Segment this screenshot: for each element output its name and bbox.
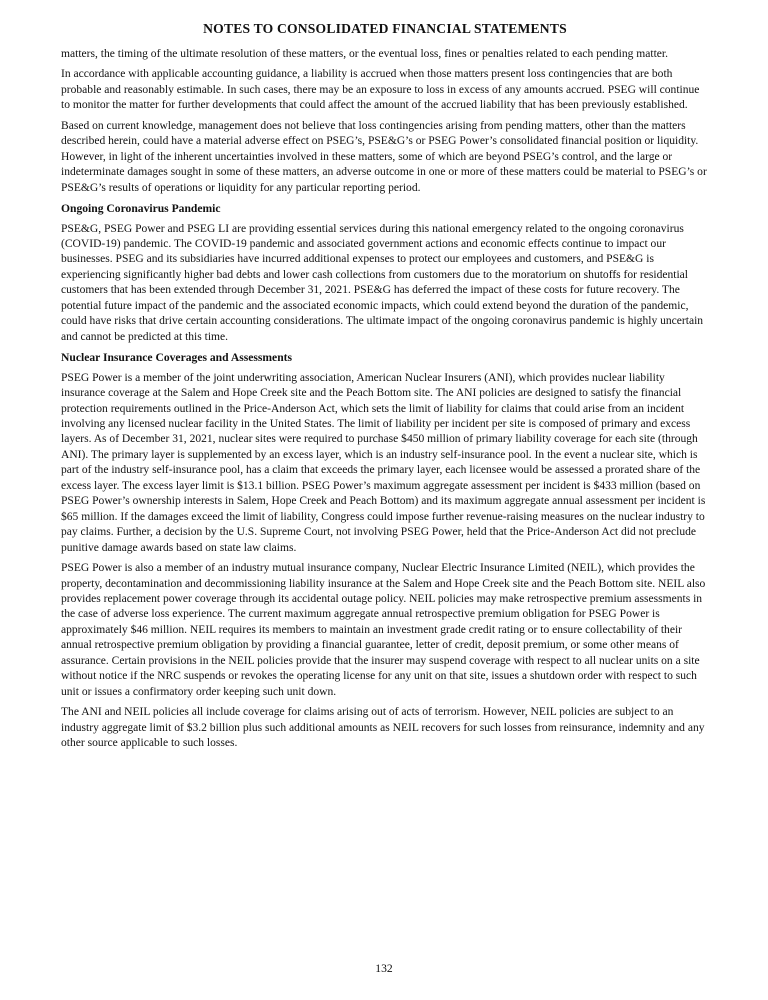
section-heading-coronavirus: Ongoing Coronavirus Pandemic	[61, 202, 221, 216]
paragraph: matters, the timing of the ultimate resolution of these matters, or the eventual loss, fines or penalties related to each pending matter.	[61, 48, 668, 60]
page-title: NOTES TO CONSOLIDATED FINANCIAL STATEMENTS	[203, 21, 567, 36]
section-heading-nuclear-insurance: Nuclear Insurance Coverages and Assessments	[61, 351, 293, 365]
paragraph: Based on current knowledge, management does not believe that loss contingencies arising from pending matters, other than the matters described herein, could have a material adverse effect on PSEG’s, PSE&G’s or PSEG Power’s consolidated financial position or liquidity. However, in light of the inherent uncertainties involved in these matters, some of which are beyond PSEG’s control, and the large or indeterminate damages sought in some of these matters, an adverse outcome in one or more of these matters could be material to PSEG’s or PSE&G’s results of operations or liquidity for any particular reporting period.	[61, 119, 707, 194]
paragraph: PSEG Power is a member of the joint underwriting association, American Nuclear Insurers (ANI), which provides nuclear liability insurance coverage at the Salem and Hope Creek site and the Peach Bottom site. The ANI policies are designed to satisfy the financial protection requirements outlined in the Price-Anderson Act, which sets the limit of liability for claims that could arise from an incident involving any licensed nuclear facility in the United States. The limit of liability per incident per site is composed of primary and excess layers. As of December 31, 2021, nuclear sites were required to purchase $450 million of primary liability coverage for each site (through ANI). The primary layer is supplemented by an excess layer, which is an industry self-insurance pool. In the event a nuclear site, which is part of the industry self-insurance pool, has a claim that exceeds the primary layer, each licensee would be assessed a prorated share of the excess layer. The excess layer limit is $13.1 billion. PSEG Power’s maximum aggregate assessment per incident is $433 million (based on PSEG Power’s ownership interests in Salem, Hope Creek and Peach Bottom) and its maximum aggregate annual assessment per incident is $65 million. If the damages exceed the limit of liability, Congress could impose further revenue-raising measures on the nuclear industry to pay claims. Further, a decision by the U.S. Supreme Court, not involving PSEG Power, held that the Price-Anderson Act did not preclude punitive damage awards based on state law claims.	[61, 371, 706, 554]
paragraph: The ANI and NEIL policies all include coverage for claims arising out of acts of terrorism. However, NEIL policies are subject to an industry aggregate limit of $3.2 billion plus such additional amounts as NEIL recovers for such losses from reinsurance, indemnity and any other source applicable to such losses.	[61, 706, 705, 750]
page-number: 132	[375, 962, 393, 975]
paragraph: PSEG Power is also a member of an industry mutual insurance company, Nuclear Electric Insurance Limited (NEIL), which provides the property, decontamination and decommissioning liability insurance at the Salem and Hope Creek site and the Peach Bottom site. NEIL also provides replacement power coverage through its accidental outage policy. NEIL policies may make retrospective premium assessments in the case of adverse loss experience. The current maximum aggregate annual retrospective premium obligation for PSEG Power is approximately $46 million. NEIL requires its members to maintain an investment grade credit rating or to ensure collectability of their annual retrospective premium obligation by providing a financial guarantee, letter of credit, deposit premium, or some other means of assurance. Certain provisions in the NEIL policies provide that the insurer may suspend coverage with respect to all nuclear units on a site without notice if the NRC suspends or revokes the operating license for any unit on that site, issues a shutdown order with respect to such unit or issues a confirmatory order keeping such unit down.	[61, 562, 706, 698]
paragraph: PSE&G, PSEG Power and PSEG LI are providing essential services during this national emergency related to the ongoing coronavirus (COVID-19) pandemic. The COVID-19 pandemic and associated government actions and economic effects continue to impact our businesses. PSEG and its subsidiaries have incurred additional expenses to protect our employees and customers, and PSE&G is experiencing significantly higher bad debts and lower cash collections from customers due to the moratorium on shutoffs for residential customers that has been extended through December 31, 2021. PSE&G has deferred the impact of these costs for future recovery. The potential future impact of the pandemic and the associated economic impacts, which could extend beyond the duration of the pandemic, could have risks that drive certain accounting considerations. The ultimate impact of the ongoing coronavirus pandemic is highly uncertain and cannot be predicted at this time.	[61, 222, 704, 343]
document-page	[61, 21, 709, 756]
paragraph: In accordance with applicable accounting guidance, a liability is accrued when those matters present loss contingencies that are both probable and reasonably estimable. In such cases, there may be an exposure to loss in excess of any amounts accrued. PSEG will continue to monitor the matter for further developments that could affect the amount of the accrued liability that has been previously established.	[61, 68, 700, 112]
